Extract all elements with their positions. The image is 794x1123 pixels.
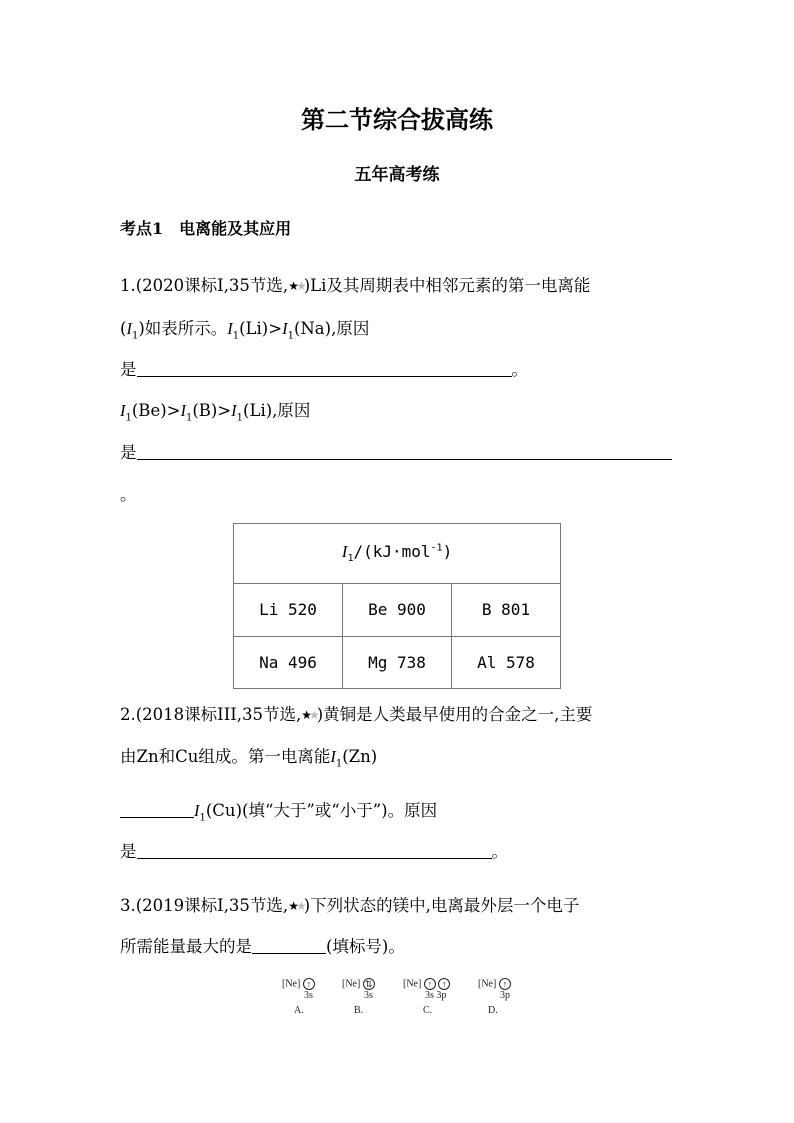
table-header: $I_1/(kJ\cdot mol^{-1})$	[234, 524, 561, 584]
table-row	[234, 584, 561, 636]
option-b-diagram: [Ne] ⇅ 3s B.	[342, 978, 373, 1016]
option-c-diagram: [Ne] ↑ ↑ 3s 3p C.	[403, 978, 450, 1016]
table-cell: B 801	[452, 584, 561, 636]
table-cell: Be 900	[343, 584, 452, 636]
section-heading: 考点1 电离能及其应用	[120, 219, 292, 238]
table-row	[234, 636, 561, 688]
page-subtitle: 五年高考练	[354, 165, 440, 185]
q2-line4: 是 。	[120, 842, 508, 861]
orbital-circle-icon: ↑	[499, 978, 511, 990]
difficulty-star-icon: ★★	[288, 279, 304, 293]
ionization-energy-table	[233, 523, 561, 689]
q3-line1: 3.(2019课标Ⅰ,35节选,★★)下列状态的镁中,电离最外层一个电子	[120, 896, 580, 915]
q1-line4: $I_1(Be)>I_1(B)>I_1(Li)$,原因	[120, 401, 311, 424]
q1-line5: 是	[120, 439, 672, 463]
q1-line1: 1.(2020课标Ⅰ,35节选,★★)Li及其周期表中相邻元素的第一电离能	[120, 276, 591, 295]
option-d-diagram: [Ne] ↑ 3p D.	[478, 978, 510, 1016]
answer-blank[interactable]	[120, 803, 194, 818]
table-cell: Li 520	[234, 584, 343, 636]
q3-line2: 所需能量最大的是 (填标号)。	[120, 937, 405, 956]
difficulty-star-icon: ★★	[301, 708, 317, 722]
q2-line3: $I_1(Cu)$(填“大于”或“小于”)。原因	[120, 797, 437, 823]
orbital-circle-icon: ↑	[303, 978, 315, 990]
difficulty-star-icon: ★★	[288, 899, 304, 913]
table-cell: Mg 738	[343, 636, 452, 688]
q1-line3: 是 。	[120, 360, 528, 379]
answer-blank[interactable]	[137, 844, 492, 859]
orbital-circle-icon: ↑	[438, 978, 450, 990]
orbital-circle-icon: ↑	[424, 978, 436, 990]
table-cell: Na 496	[234, 636, 343, 688]
answer-blank[interactable]	[137, 362, 512, 377]
option-a-diagram: [Ne] ↑ 3s A.	[282, 978, 313, 1016]
q2-line2: 由Zn和Cu组成。第一电离能$I_1(Zn)$	[120, 747, 378, 770]
orbital-circle-icon: ⇅	[363, 978, 375, 990]
table-cell: Al 578	[452, 636, 561, 688]
q1-line6: 。	[120, 485, 137, 504]
page-title: 第二节综合拔高练	[301, 105, 493, 134]
answer-blank[interactable]	[252, 939, 326, 954]
table-header-row	[234, 524, 561, 584]
answer-blank[interactable]	[137, 445, 672, 460]
q1-line2: $(I_1)$如表所示。$I_1(Li)>I_1(Na)$,原因	[120, 319, 370, 342]
q2-line1: 2.(2018课标III,35节选,★★)黄铜是人类最早使用的合金之一,主要	[120, 705, 593, 724]
